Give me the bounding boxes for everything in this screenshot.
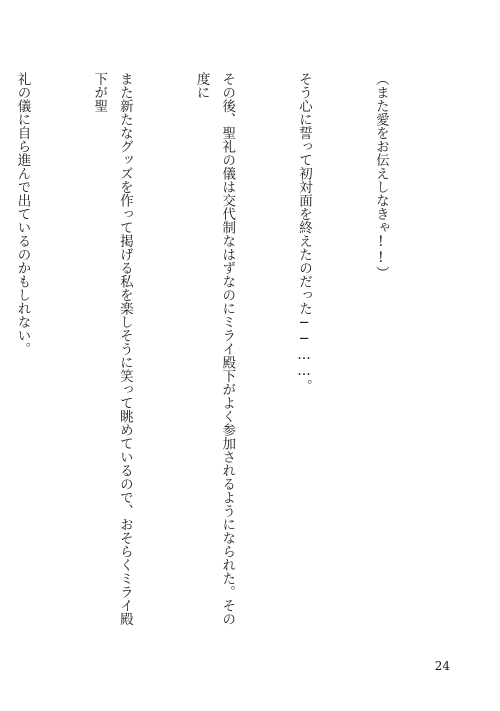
text-line: そう心に誓って初対面を終えたのだった──……。: [296, 72, 313, 393]
text-line: また新たなグッズを作って掲げる私を楽しそうに笑って眺めているので、おそらくミライ殿下が聖: [91, 72, 133, 626]
text-line: 礼の儀に自ら進んで出ているのかもしれない。: [14, 72, 31, 356]
vertical-text-body: [0, 72, 444, 632]
text-line: （また愛をお伝えしなきゃ!!）: [372, 72, 389, 280]
text-line: その後、聖礼の儀は交代制なはずなのにミライ殿下がよく参加されるようになられた。その度に: [193, 72, 236, 626]
page-number: 24: [434, 659, 450, 673]
